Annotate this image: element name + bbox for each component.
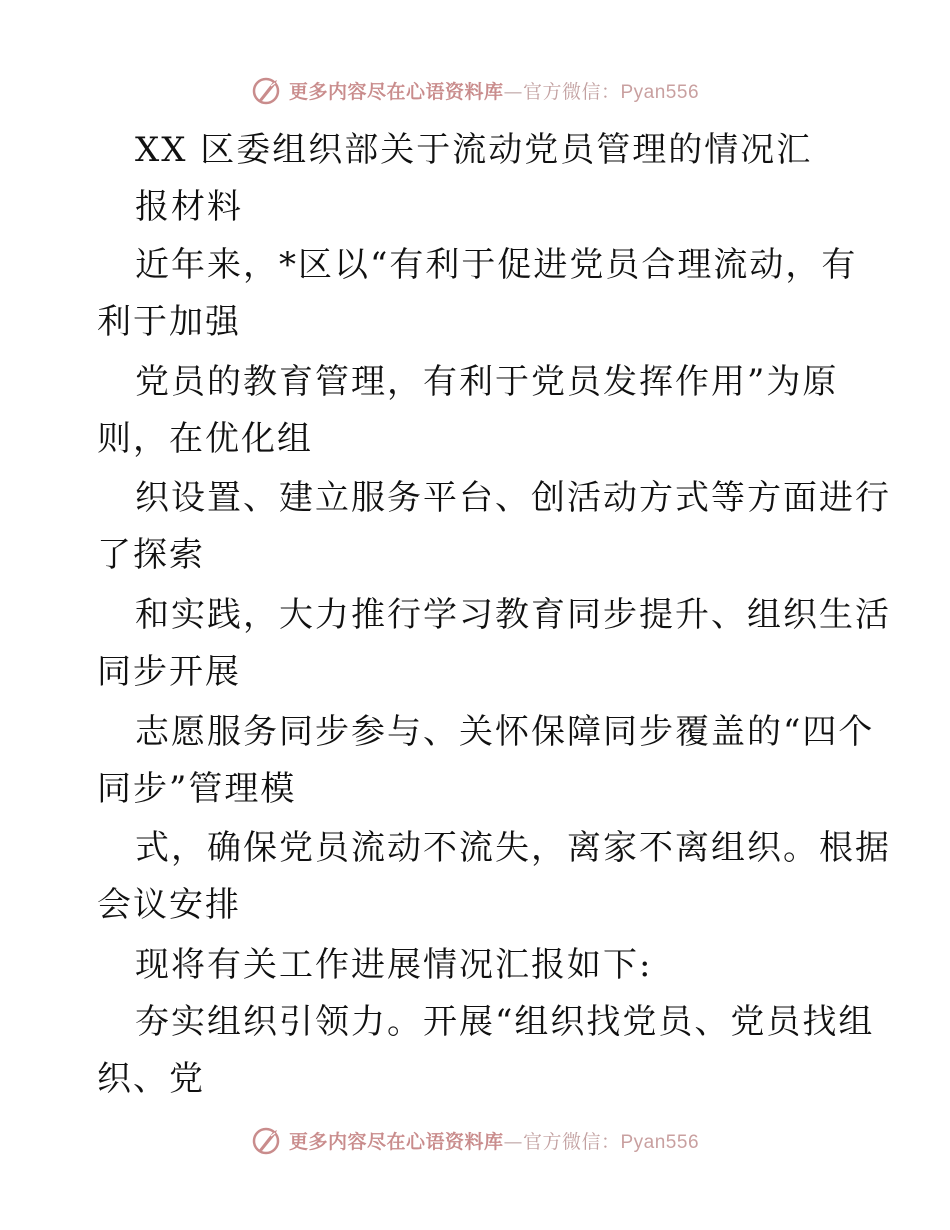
watermark-brand: 更多内容尽在心语资料库 [288, 1130, 504, 1153]
paragraph-line: 近年来，*区以“有利于促进党员合理流动，有 [135, 245, 858, 285]
paragraph-line: 了探索 [97, 535, 205, 575]
watermark-contact-id: Pyan556 [620, 81, 700, 103]
document-title-line-1: XX 区委组织部关于流动党员管理的情况汇 [135, 130, 813, 170]
paragraph-line: 织设置、建立服务平台、创活动方式等方面进行 [135, 478, 891, 518]
paragraph-line: 现将有关工作进展情况汇报如下: [135, 945, 653, 985]
watermark-contact-label: 官方微信： [522, 1130, 621, 1153]
watermark-brand: 更多内容尽在心语资料库 [288, 80, 504, 103]
top-watermark-banner [0, 70, 950, 110]
paragraph-line: 则，在优化组 [97, 419, 313, 459]
watermark-separator: — [503, 1130, 523, 1153]
paragraph-line: 利于加强 [97, 302, 241, 342]
paragraph-line: 织、党 [97, 1059, 205, 1099]
paragraph-line: 会议安排 [97, 885, 241, 925]
watermark-separator: — [503, 80, 523, 103]
watermark-contact-label: 官方微信： [522, 80, 621, 103]
document-title-line-2: 报材料 [135, 187, 243, 227]
paragraph-line: 夯实组织引领力。开展“组织找党员、党员找组 [135, 1002, 875, 1042]
paragraph-line: 同步”管理模 [97, 769, 297, 809]
watermark-text [289, 77, 699, 104]
quill-seal-icon [251, 74, 283, 106]
paragraph-line: 党员的教育管理，有利于党员发挥作用”为原 [135, 362, 839, 402]
bottom-watermark-banner [0, 1120, 950, 1160]
watermark-contact-id: Pyan556 [620, 1131, 700, 1153]
paragraph-line: 式，确保党员流动不流失，离家不离组织。根据 [135, 828, 891, 868]
watermark-text [289, 1127, 699, 1154]
paragraph-line: 同步开展 [97, 652, 241, 692]
quill-seal-icon [251, 1124, 283, 1156]
paragraph-line: 志愿服务同步参与、关怀保障同步覆盖的“四个 [135, 712, 875, 752]
paragraph-line: 和实践，大力推行学习教育同步提升、组织生活 [135, 595, 891, 635]
